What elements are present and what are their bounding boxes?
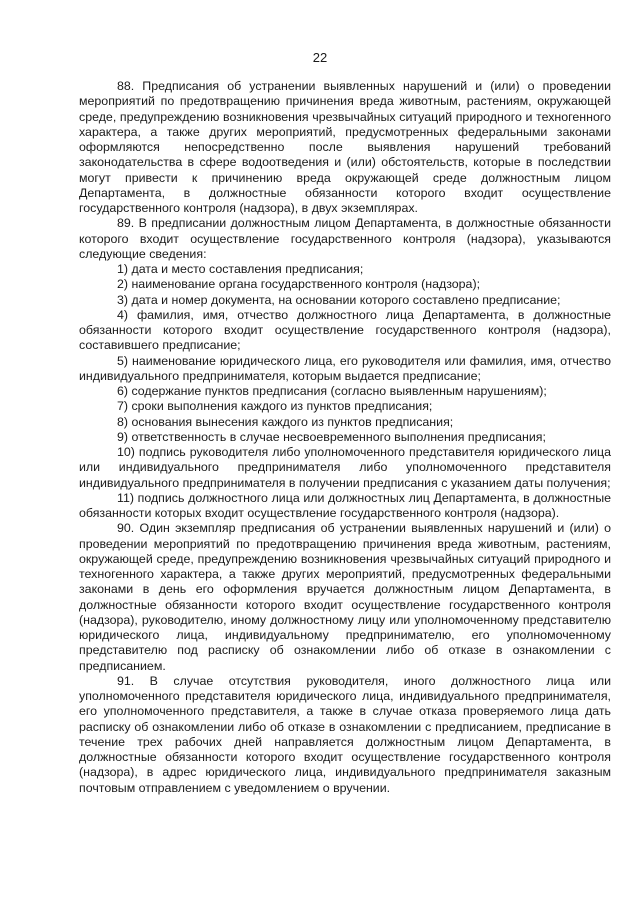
paragraph-88: 88. Предписания об устранении выявленных нарушений и (или) о проведении мероприятий по предотвращению причинения вреда животным, растениям, окружающей среде, предупреждению возникновения чрезвычайных ситуаций природного и техногенного характера, а также других мероприятий, предусмотренных федеральными законами оформляются непосредственно после выявления нарушений требований законодательства в сфере водоотведения и (или) обстоятельств, которые в последствии могут привести к причинению вреда окружающей среде должностным лицом Департамента, в должностные обязанности которого входит осуществление государственного контроля (надзора), в двух экземплярах. [79,79,611,215]
list-item-2: 2) наименование органа государственного контроля (надзора); [117,277,481,292]
list-item-8: 8) основания вынесения каждого из пунктов предписания; [117,414,454,429]
list-item-6: 6) содержание пунктов предписания (согласно выявленным нарушениям); [117,384,547,398]
paragraph-90: 90. Один экземпляр предписания об устранении выявленных нарушений и (или) о проведении мероприятий по предотвращению причинения вреда животным, растениям, окружающей среде, предупреждению возникновения чрезвычайных ситуаций природного и техногенного характера, а также других мероприятий, предусмотренных федеральными законами в день его оформления вручается должностным лицом Департамента, в должностные обязанности которого входит осуществление государственного контроля (надзора), руководителю, иному должностному лицу или уполномоченному представителю юридического лица, индивидуальному предпринимателю, его уполномоченному представителю под расписку об ознакомлении либо об отказе в ознакомлении с предписанием. [79,521,611,673]
list-item-7: 7) сроки выполнения каждого из пунктов предписания; [117,399,433,414]
list-item-10: 10) подпись руководителя либо уполномоченного представителя юридического лица или индивидуального предпринимателя либо уполномоченного представителя индивидуального предпринимателя в получении предписания с указанием даты получения; [79,445,611,490]
list-item-1: 1) дата и место составления предписания; [117,262,364,276]
list-item-11: 11) подпись должностного лица или должностных лиц Департамента, в должностные обязанности которых входит осуществление государственного контроля (надзора). [79,490,611,520]
list-item-3: 3) дата и номер документа, на основании которого составлено предписание; [117,292,561,307]
paragraph-91: 91. В случае отсутствия руководителя, иного должностного лица или уполномоченного представителя юридического лица, индивидуального предпринимателя, его уполномоченного представителя, а также в случае отказа проверяемого лица дать расписку об ознакомлении либо об отказе в ознакомлении с предписанием, предписание в течение трех рабочих дней направляется должностным лицом Департамента, в должностные обязанности которого входит осуществление государственного контроля (надзора), в адрес юридического лица, индивидуального предпринимателя заказным почтовым отправлением с уведомлением о вручении. [79,673,611,795]
paragraph-89: 89. В предписании должностным лицом Департамента, в должностные обязанности которого входит осуществление государственного контроля (надзора), указываются следующие сведения: [79,216,611,261]
list-item-9: 9) ответственность в случае несвоевременного выполнения предписания; [117,429,546,444]
document-body [79,79,611,796]
page-number: 22 [312,50,328,65]
list-item-5: 5) наименование юридического лица, его руководителя или фамилия, имя, отчество индивидуального предпринимателя, которым выдается предписание; [79,353,611,383]
list-item-4: 4) фамилия, имя, отчество должностного лица Департамента, в должностные обязанности которого входит осуществление государственного контроля (надзора), составившего предписание; [79,307,611,353]
